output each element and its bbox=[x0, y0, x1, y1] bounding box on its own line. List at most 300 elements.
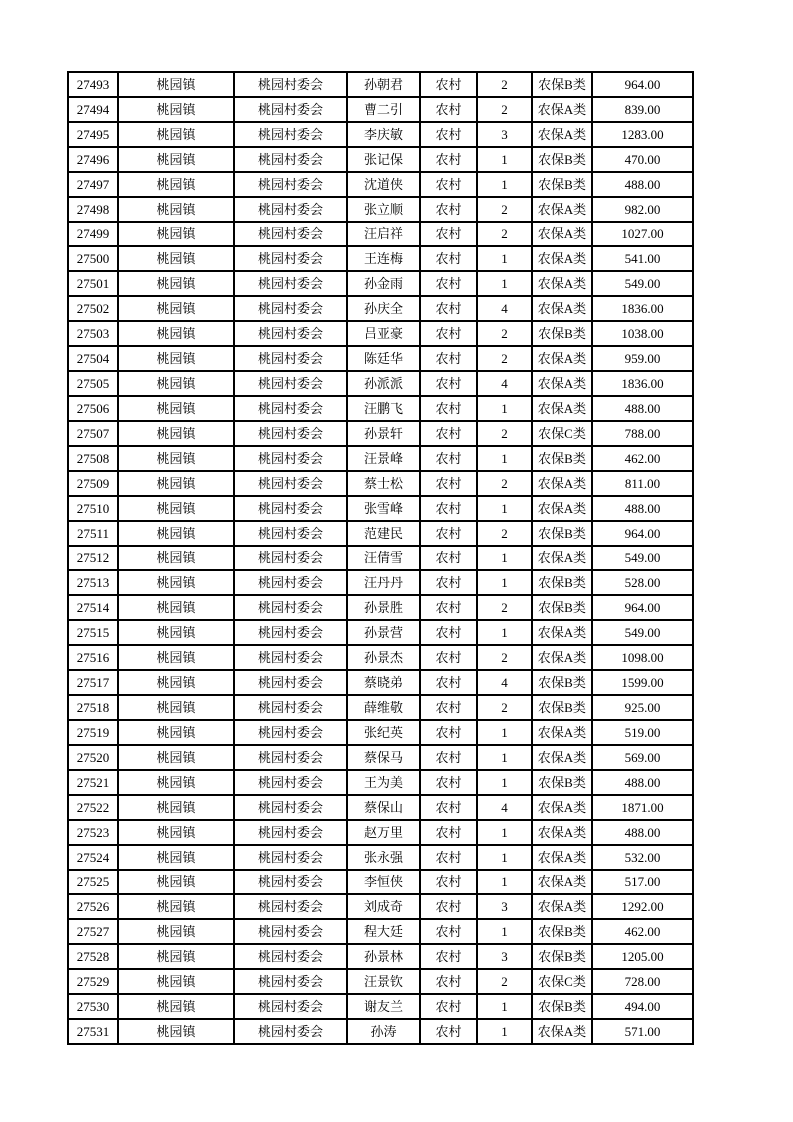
insurance-category-cell: 农保A类 bbox=[532, 222, 592, 247]
table-row bbox=[68, 271, 693, 296]
person-count-cell: 4 bbox=[477, 795, 532, 820]
residence-type-cell: 农村 bbox=[420, 446, 477, 471]
table-row bbox=[68, 720, 693, 745]
table-body bbox=[68, 72, 693, 1044]
person-count-cell: 1 bbox=[477, 1019, 532, 1044]
table-row bbox=[68, 645, 693, 670]
table-row bbox=[68, 321, 693, 346]
amount-cell: 541.00 bbox=[592, 246, 693, 271]
town-cell: 桃园镇 bbox=[118, 172, 234, 197]
residence-type-cell: 农村 bbox=[420, 1019, 477, 1044]
amount-cell: 1292.00 bbox=[592, 894, 693, 919]
row-id-cell: 27515 bbox=[68, 620, 118, 645]
residence-type-cell: 农村 bbox=[420, 222, 477, 247]
town-cell: 桃园镇 bbox=[118, 919, 234, 944]
village-cell: 桃园村委会 bbox=[234, 246, 347, 271]
table-row bbox=[68, 845, 693, 870]
insurance-category-cell: 农保B类 bbox=[532, 570, 592, 595]
village-cell: 桃园村委会 bbox=[234, 546, 347, 571]
insurance-category-cell: 农保C类 bbox=[532, 969, 592, 994]
insurance-category-cell: 农保A类 bbox=[532, 720, 592, 745]
town-cell: 桃园镇 bbox=[118, 820, 234, 845]
insurance-category-cell: 农保A类 bbox=[532, 197, 592, 222]
amount-cell: 488.00 bbox=[592, 820, 693, 845]
amount-cell: 528.00 bbox=[592, 570, 693, 595]
person-name-cell: 曹二引 bbox=[347, 97, 420, 122]
row-id-cell: 27516 bbox=[68, 645, 118, 670]
town-cell: 桃园镇 bbox=[118, 521, 234, 546]
amount-cell: 811.00 bbox=[592, 471, 693, 496]
person-count-cell: 1 bbox=[477, 770, 532, 795]
residence-type-cell: 农村 bbox=[420, 521, 477, 546]
village-cell: 桃园村委会 bbox=[234, 620, 347, 645]
person-count-cell: 1 bbox=[477, 845, 532, 870]
village-cell: 桃园村委会 bbox=[234, 820, 347, 845]
amount-cell: 728.00 bbox=[592, 969, 693, 994]
row-id-cell: 27519 bbox=[68, 720, 118, 745]
table-row bbox=[68, 745, 693, 770]
residence-type-cell: 农村 bbox=[420, 919, 477, 944]
village-cell: 桃园村委会 bbox=[234, 745, 347, 770]
row-id-cell: 27494 bbox=[68, 97, 118, 122]
person-count-cell: 3 bbox=[477, 944, 532, 969]
town-cell: 桃园镇 bbox=[118, 346, 234, 371]
person-name-cell: 沈道侠 bbox=[347, 172, 420, 197]
residence-type-cell: 农村 bbox=[420, 620, 477, 645]
row-id-cell: 27496 bbox=[68, 147, 118, 172]
residence-type-cell: 农村 bbox=[420, 770, 477, 795]
amount-cell: 462.00 bbox=[592, 919, 693, 944]
table-row bbox=[68, 446, 693, 471]
row-id-cell: 27511 bbox=[68, 521, 118, 546]
residence-type-cell: 农村 bbox=[420, 546, 477, 571]
person-name-cell: 孙景轩 bbox=[347, 421, 420, 446]
village-cell: 桃园村委会 bbox=[234, 72, 347, 97]
insurance-category-cell: 农保B类 bbox=[532, 670, 592, 695]
residence-type-cell: 农村 bbox=[420, 720, 477, 745]
insurance-category-cell: 农保B类 bbox=[532, 994, 592, 1019]
person-name-cell: 赵万里 bbox=[347, 820, 420, 845]
row-id-cell: 27509 bbox=[68, 471, 118, 496]
village-cell: 桃园村委会 bbox=[234, 1019, 347, 1044]
village-cell: 桃园村委会 bbox=[234, 894, 347, 919]
person-count-cell: 2 bbox=[477, 521, 532, 546]
insurance-category-cell: 农保A类 bbox=[532, 371, 592, 396]
residence-type-cell: 农村 bbox=[420, 172, 477, 197]
person-name-cell: 孙庆全 bbox=[347, 296, 420, 321]
residence-type-cell: 农村 bbox=[420, 371, 477, 396]
amount-cell: 488.00 bbox=[592, 770, 693, 795]
row-id-cell: 27498 bbox=[68, 197, 118, 222]
row-id-cell: 27508 bbox=[68, 446, 118, 471]
insurance-category-cell: 农保B类 bbox=[532, 595, 592, 620]
town-cell: 桃园镇 bbox=[118, 845, 234, 870]
person-name-cell: 孙涛 bbox=[347, 1019, 420, 1044]
village-cell: 桃园村委会 bbox=[234, 371, 347, 396]
row-id-cell: 27518 bbox=[68, 695, 118, 720]
row-id-cell: 27513 bbox=[68, 570, 118, 595]
amount-cell: 488.00 bbox=[592, 496, 693, 521]
village-cell: 桃园村委会 bbox=[234, 670, 347, 695]
insurance-category-cell: 农保C类 bbox=[532, 421, 592, 446]
town-cell: 桃园镇 bbox=[118, 496, 234, 521]
amount-cell: 549.00 bbox=[592, 271, 693, 296]
person-count-cell: 2 bbox=[477, 197, 532, 222]
table-row bbox=[68, 570, 693, 595]
person-name-cell: 张纪英 bbox=[347, 720, 420, 745]
table-row bbox=[68, 346, 693, 371]
residence-type-cell: 农村 bbox=[420, 147, 477, 172]
row-id-cell: 27520 bbox=[68, 745, 118, 770]
insurance-category-cell: 农保A类 bbox=[532, 894, 592, 919]
person-count-cell: 4 bbox=[477, 296, 532, 321]
person-count-cell: 1 bbox=[477, 570, 532, 595]
insurance-category-cell: 农保B类 bbox=[532, 72, 592, 97]
person-name-cell: 薛维敬 bbox=[347, 695, 420, 720]
insurance-category-cell: 农保A类 bbox=[532, 271, 592, 296]
person-count-cell: 1 bbox=[477, 246, 532, 271]
town-cell: 桃园镇 bbox=[118, 197, 234, 222]
residence-type-cell: 农村 bbox=[420, 894, 477, 919]
row-id-cell: 27495 bbox=[68, 122, 118, 147]
person-count-cell: 1 bbox=[477, 396, 532, 421]
person-name-cell: 张雪峰 bbox=[347, 496, 420, 521]
table-row bbox=[68, 894, 693, 919]
person-name-cell: 张永强 bbox=[347, 845, 420, 870]
table-row bbox=[68, 969, 693, 994]
insurance-category-cell: 农保A类 bbox=[532, 870, 592, 895]
person-name-cell: 蔡士松 bbox=[347, 471, 420, 496]
person-name-cell: 王连梅 bbox=[347, 246, 420, 271]
town-cell: 桃园镇 bbox=[118, 795, 234, 820]
amount-cell: 488.00 bbox=[592, 172, 693, 197]
village-cell: 桃园村委会 bbox=[234, 97, 347, 122]
row-id-cell: 27510 bbox=[68, 496, 118, 521]
residence-type-cell: 农村 bbox=[420, 795, 477, 820]
town-cell: 桃园镇 bbox=[118, 396, 234, 421]
person-name-cell: 孙朝君 bbox=[347, 72, 420, 97]
village-cell: 桃园村委会 bbox=[234, 222, 347, 247]
person-count-cell: 1 bbox=[477, 919, 532, 944]
residence-type-cell: 农村 bbox=[420, 246, 477, 271]
insurance-category-cell: 农保A类 bbox=[532, 645, 592, 670]
insurance-category-cell: 农保A类 bbox=[532, 346, 592, 371]
amount-cell: 925.00 bbox=[592, 695, 693, 720]
row-id-cell: 27501 bbox=[68, 271, 118, 296]
town-cell: 桃园镇 bbox=[118, 421, 234, 446]
person-count-cell: 3 bbox=[477, 894, 532, 919]
village-cell: 桃园村委会 bbox=[234, 521, 347, 546]
amount-cell: 462.00 bbox=[592, 446, 693, 471]
person-name-cell: 汪鹏飞 bbox=[347, 396, 420, 421]
insurance-category-cell: 农保B类 bbox=[532, 770, 592, 795]
insurance-category-cell: 农保A类 bbox=[532, 546, 592, 571]
row-id-cell: 27521 bbox=[68, 770, 118, 795]
village-cell: 桃园村委会 bbox=[234, 969, 347, 994]
amount-cell: 532.00 bbox=[592, 845, 693, 870]
table-row bbox=[68, 994, 693, 1019]
town-cell: 桃园镇 bbox=[118, 222, 234, 247]
residence-type-cell: 农村 bbox=[420, 969, 477, 994]
person-name-cell: 李庆敏 bbox=[347, 122, 420, 147]
town-cell: 桃园镇 bbox=[118, 97, 234, 122]
village-cell: 桃园村委会 bbox=[234, 645, 347, 670]
amount-cell: 470.00 bbox=[592, 147, 693, 172]
village-cell: 桃园村委会 bbox=[234, 795, 347, 820]
town-cell: 桃园镇 bbox=[118, 944, 234, 969]
person-count-cell: 2 bbox=[477, 695, 532, 720]
row-id-cell: 27524 bbox=[68, 845, 118, 870]
person-count-cell: 1 bbox=[477, 271, 532, 296]
village-cell: 桃园村委会 bbox=[234, 346, 347, 371]
residence-type-cell: 农村 bbox=[420, 944, 477, 969]
person-name-cell: 孙派派 bbox=[347, 371, 420, 396]
person-name-cell: 孙景林 bbox=[347, 944, 420, 969]
village-cell: 桃园村委会 bbox=[234, 446, 347, 471]
insurance-category-cell: 农保B类 bbox=[532, 919, 592, 944]
welfare-roster-table bbox=[67, 71, 694, 1045]
row-id-cell: 27530 bbox=[68, 994, 118, 1019]
person-name-cell: 蔡保山 bbox=[347, 795, 420, 820]
village-cell: 桃园村委会 bbox=[234, 845, 347, 870]
table-row bbox=[68, 421, 693, 446]
town-cell: 桃园镇 bbox=[118, 570, 234, 595]
row-id-cell: 27522 bbox=[68, 795, 118, 820]
town-cell: 桃园镇 bbox=[118, 894, 234, 919]
person-name-cell: 刘成奇 bbox=[347, 894, 420, 919]
row-id-cell: 27531 bbox=[68, 1019, 118, 1044]
residence-type-cell: 农村 bbox=[420, 471, 477, 496]
village-cell: 桃园村委会 bbox=[234, 695, 347, 720]
person-name-cell: 孙景胜 bbox=[347, 595, 420, 620]
person-count-cell: 1 bbox=[477, 496, 532, 521]
amount-cell: 517.00 bbox=[592, 870, 693, 895]
row-id-cell: 27502 bbox=[68, 296, 118, 321]
table-row bbox=[68, 620, 693, 645]
person-name-cell: 汪景峰 bbox=[347, 446, 420, 471]
town-cell: 桃园镇 bbox=[118, 446, 234, 471]
amount-cell: 964.00 bbox=[592, 72, 693, 97]
insurance-category-cell: 农保B类 bbox=[532, 172, 592, 197]
person-name-cell: 汪倩雪 bbox=[347, 546, 420, 571]
residence-type-cell: 农村 bbox=[420, 745, 477, 770]
town-cell: 桃园镇 bbox=[118, 72, 234, 97]
person-count-cell: 1 bbox=[477, 745, 532, 770]
person-name-cell: 蔡保马 bbox=[347, 745, 420, 770]
amount-cell: 569.00 bbox=[592, 745, 693, 770]
village-cell: 桃园村委会 bbox=[234, 919, 347, 944]
insurance-category-cell: 农保B类 bbox=[532, 695, 592, 720]
table-row bbox=[68, 72, 693, 97]
residence-type-cell: 农村 bbox=[420, 695, 477, 720]
town-cell: 桃园镇 bbox=[118, 770, 234, 795]
amount-cell: 1836.00 bbox=[592, 371, 693, 396]
town-cell: 桃园镇 bbox=[118, 645, 234, 670]
table-row bbox=[68, 770, 693, 795]
person-count-cell: 1 bbox=[477, 546, 532, 571]
insurance-category-cell: 农保A类 bbox=[532, 795, 592, 820]
amount-cell: 571.00 bbox=[592, 1019, 693, 1044]
person-name-cell: 汪丹丹 bbox=[347, 570, 420, 595]
village-cell: 桃园村委会 bbox=[234, 770, 347, 795]
person-count-cell: 2 bbox=[477, 595, 532, 620]
residence-type-cell: 农村 bbox=[420, 670, 477, 695]
amount-cell: 982.00 bbox=[592, 197, 693, 222]
row-id-cell: 27526 bbox=[68, 894, 118, 919]
town-cell: 桃园镇 bbox=[118, 1019, 234, 1044]
person-count-cell: 1 bbox=[477, 994, 532, 1019]
town-cell: 桃园镇 bbox=[118, 695, 234, 720]
table-row bbox=[68, 296, 693, 321]
town-cell: 桃园镇 bbox=[118, 321, 234, 346]
insurance-category-cell: 农保A类 bbox=[532, 1019, 592, 1044]
town-cell: 桃园镇 bbox=[118, 969, 234, 994]
person-name-cell: 谢友兰 bbox=[347, 994, 420, 1019]
row-id-cell: 27514 bbox=[68, 595, 118, 620]
residence-type-cell: 农村 bbox=[420, 421, 477, 446]
row-id-cell: 27527 bbox=[68, 919, 118, 944]
village-cell: 桃园村委会 bbox=[234, 570, 347, 595]
town-cell: 桃园镇 bbox=[118, 620, 234, 645]
insurance-category-cell: 农保B类 bbox=[532, 147, 592, 172]
person-count-cell: 2 bbox=[477, 471, 532, 496]
row-id-cell: 27506 bbox=[68, 396, 118, 421]
residence-type-cell: 农村 bbox=[420, 496, 477, 521]
residence-type-cell: 农村 bbox=[420, 271, 477, 296]
row-id-cell: 27517 bbox=[68, 670, 118, 695]
amount-cell: 1098.00 bbox=[592, 645, 693, 670]
amount-cell: 959.00 bbox=[592, 346, 693, 371]
row-id-cell: 27525 bbox=[68, 870, 118, 895]
person-count-cell: 4 bbox=[477, 670, 532, 695]
table-row bbox=[68, 122, 693, 147]
table-row bbox=[68, 147, 693, 172]
table-row bbox=[68, 546, 693, 571]
person-name-cell: 吕亚豪 bbox=[347, 321, 420, 346]
residence-type-cell: 农村 bbox=[420, 396, 477, 421]
table-row bbox=[68, 521, 693, 546]
residence-type-cell: 农村 bbox=[420, 122, 477, 147]
residence-type-cell: 农村 bbox=[420, 197, 477, 222]
person-count-cell: 2 bbox=[477, 72, 532, 97]
residence-type-cell: 农村 bbox=[420, 595, 477, 620]
insurance-category-cell: 农保A类 bbox=[532, 122, 592, 147]
insurance-category-cell: 农保B类 bbox=[532, 521, 592, 546]
village-cell: 桃园村委会 bbox=[234, 496, 347, 521]
amount-cell: 1836.00 bbox=[592, 296, 693, 321]
insurance-category-cell: 农保A类 bbox=[532, 820, 592, 845]
town-cell: 桃园镇 bbox=[118, 122, 234, 147]
person-name-cell: 陈廷华 bbox=[347, 346, 420, 371]
village-cell: 桃园村委会 bbox=[234, 471, 347, 496]
person-name-cell: 蔡晓弟 bbox=[347, 670, 420, 695]
insurance-category-cell: 农保A类 bbox=[532, 396, 592, 421]
village-cell: 桃园村委会 bbox=[234, 870, 347, 895]
village-cell: 桃园村委会 bbox=[234, 595, 347, 620]
table-row bbox=[68, 471, 693, 496]
row-id-cell: 27504 bbox=[68, 346, 118, 371]
person-name-cell: 程大廷 bbox=[347, 919, 420, 944]
insurance-category-cell: 农保A类 bbox=[532, 97, 592, 122]
amount-cell: 964.00 bbox=[592, 521, 693, 546]
person-name-cell: 孙景杰 bbox=[347, 645, 420, 670]
table-row bbox=[68, 371, 693, 396]
person-name-cell: 王为美 bbox=[347, 770, 420, 795]
village-cell: 桃园村委会 bbox=[234, 321, 347, 346]
insurance-category-cell: 农保A类 bbox=[532, 745, 592, 770]
town-cell: 桃园镇 bbox=[118, 147, 234, 172]
residence-type-cell: 农村 bbox=[420, 72, 477, 97]
table-row bbox=[68, 820, 693, 845]
town-cell: 桃园镇 bbox=[118, 371, 234, 396]
row-id-cell: 27499 bbox=[68, 222, 118, 247]
table-row bbox=[68, 870, 693, 895]
person-count-cell: 4 bbox=[477, 371, 532, 396]
person-name-cell: 范建民 bbox=[347, 521, 420, 546]
village-cell: 桃园村委会 bbox=[234, 172, 347, 197]
residence-type-cell: 农村 bbox=[420, 645, 477, 670]
table-row bbox=[68, 97, 693, 122]
table-row bbox=[68, 222, 693, 247]
amount-cell: 488.00 bbox=[592, 396, 693, 421]
person-count-cell: 3 bbox=[477, 122, 532, 147]
amount-cell: 788.00 bbox=[592, 421, 693, 446]
village-cell: 桃园村委会 bbox=[234, 396, 347, 421]
residence-type-cell: 农村 bbox=[420, 570, 477, 595]
town-cell: 桃园镇 bbox=[118, 994, 234, 1019]
village-cell: 桃园村委会 bbox=[234, 147, 347, 172]
table-row bbox=[68, 197, 693, 222]
person-count-cell: 1 bbox=[477, 446, 532, 471]
person-count-cell: 2 bbox=[477, 321, 532, 346]
amount-cell: 519.00 bbox=[592, 720, 693, 745]
town-cell: 桃园镇 bbox=[118, 246, 234, 271]
insurance-category-cell: 农保A类 bbox=[532, 471, 592, 496]
village-cell: 桃园村委会 bbox=[234, 197, 347, 222]
amount-cell: 1599.00 bbox=[592, 670, 693, 695]
table-row bbox=[68, 670, 693, 695]
person-count-cell: 1 bbox=[477, 870, 532, 895]
row-id-cell: 27512 bbox=[68, 546, 118, 571]
amount-cell: 1871.00 bbox=[592, 795, 693, 820]
village-cell: 桃园村委会 bbox=[234, 720, 347, 745]
amount-cell: 964.00 bbox=[592, 595, 693, 620]
person-name-cell: 汪启祥 bbox=[347, 222, 420, 247]
table-row bbox=[68, 695, 693, 720]
person-count-cell: 2 bbox=[477, 421, 532, 446]
amount-cell: 549.00 bbox=[592, 620, 693, 645]
person-count-cell: 1 bbox=[477, 820, 532, 845]
insurance-category-cell: 农保A类 bbox=[532, 620, 592, 645]
amount-cell: 839.00 bbox=[592, 97, 693, 122]
table-row bbox=[68, 246, 693, 271]
table-row bbox=[68, 919, 693, 944]
row-id-cell: 27523 bbox=[68, 820, 118, 845]
row-id-cell: 27507 bbox=[68, 421, 118, 446]
insurance-category-cell: 农保B类 bbox=[532, 446, 592, 471]
insurance-category-cell: 农保A类 bbox=[532, 246, 592, 271]
town-cell: 桃园镇 bbox=[118, 271, 234, 296]
table-row bbox=[68, 1019, 693, 1044]
town-cell: 桃园镇 bbox=[118, 720, 234, 745]
insurance-category-cell: 农保B类 bbox=[532, 944, 592, 969]
row-id-cell: 27493 bbox=[68, 72, 118, 97]
residence-type-cell: 农村 bbox=[420, 870, 477, 895]
insurance-category-cell: 农保A类 bbox=[532, 845, 592, 870]
village-cell: 桃园村委会 bbox=[234, 122, 347, 147]
person-count-cell: 2 bbox=[477, 222, 532, 247]
town-cell: 桃园镇 bbox=[118, 595, 234, 620]
